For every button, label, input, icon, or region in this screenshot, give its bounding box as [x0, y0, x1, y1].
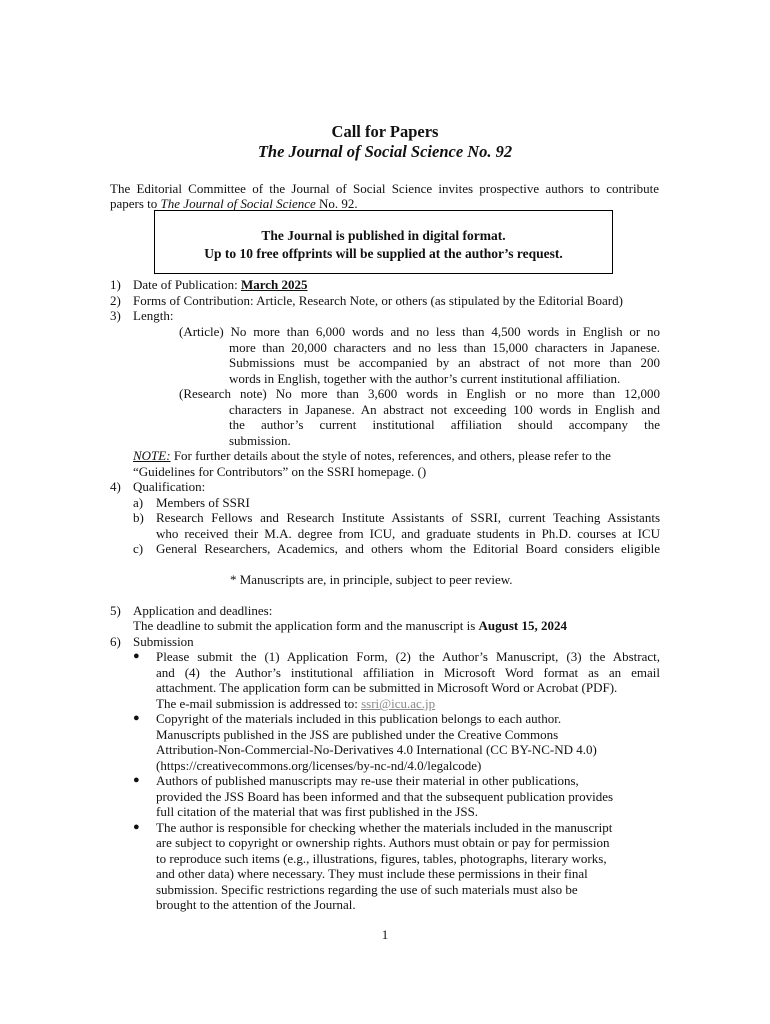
list-label: b)	[133, 510, 144, 525]
item-number: 1)	[110, 277, 121, 292]
note-line-2: “Guidelines for Contributors” on the SSRI homepage. ()	[133, 464, 427, 479]
qualification-b-line-2: who received their M.A. degree from ICU, and graduate students in Ph.D. courses at ICU	[156, 526, 660, 541]
submission-b1-line: attachment. The application form can be submitted in Microsoft Word or Acrobat (PDF).	[156, 680, 618, 695]
intro-line-1: The Editorial Committee of the Journal of Social Science invites prospective authors to contribute	[110, 181, 659, 196]
list-label: c)	[133, 541, 144, 556]
submission-b4-line: brought to the attention of the Journal.	[156, 897, 356, 912]
submission-b2-line: Manuscripts published in the JSS are published under the Creative Commons	[156, 727, 559, 742]
submission-b1-line: Please submit the (1) Application Form, (2) the Author’s Manuscript, (3) the Abstract,	[156, 649, 660, 664]
publication-date: Date of Publication: March 2025	[133, 277, 308, 292]
qualification-a: Members of SSRI	[156, 495, 250, 510]
application-heading: Application and deadlines:	[133, 603, 273, 618]
length-heading: Length:	[133, 308, 174, 323]
bullet-icon: ●	[133, 774, 140, 786]
page-title: Call for Papers	[331, 122, 439, 141]
submission-b4-line: and other data) where necessary. They must include these permissions in their final	[156, 866, 588, 881]
intro-line-2: papers to The Journal of Social Science No. 92.	[110, 196, 358, 211]
bullet-icon: ●	[133, 712, 140, 724]
digital-format-notice	[154, 210, 613, 274]
email-link[interactable]: ssri@icu.ac.jp	[361, 696, 436, 711]
research-note-line: characters in Japanese. An abstract not exceeding 100 words in English and	[229, 402, 660, 417]
note-line-1: NOTE: For further details about the style of notes, references, and others, please refer to the	[133, 448, 611, 463]
bullet-icon: ●	[133, 821, 140, 833]
submission-b3-line: full citation of the material that was first published in the JSS.	[156, 804, 479, 819]
item-number: 4)	[110, 479, 121, 494]
submission-b3-line: Authors of published manuscripts may re-use their material in other publications,	[156, 773, 579, 788]
bullet-icon: ●	[133, 650, 140, 662]
submission-b1-line: The e-mail submission is addressed to: ssri@icu.ac.jp	[156, 696, 436, 711]
qualification-c: General Researchers, Academics, and others whom the Editorial Board considers eligible	[156, 541, 660, 556]
list-label: a)	[133, 495, 144, 510]
submission-b2-line: (https://creativecommons.org/licenses/by-nc-nd/4.0/legalcode)	[156, 758, 482, 773]
article-line: more than 20,000 characters and no less than 15,000 characters in Japanese.	[229, 340, 660, 355]
article-line: words in English, together with the author’s current institutional affiliation.	[229, 371, 621, 386]
submission-b2-line: Attribution-Non-Commercial-No-Derivatives 4.0 International (CC BY-NC-ND 4.0)	[156, 742, 597, 757]
journal-subtitle: The Journal of Social Science No. 92	[257, 142, 513, 161]
page-number: 1	[381, 927, 389, 942]
submission-b1-line: and (4) the Author’s institutional affiliation in Microsoft Word format as an email	[156, 665, 660, 680]
submission-b4-line: are subject to copyright or ownership rights. Authors must obtain or pay for permission	[156, 835, 610, 850]
research-note-line: submission.	[229, 433, 291, 448]
research-note-line: the author’s current institutional affiliation should accompany the	[229, 417, 660, 432]
submission-b4-line: to reproduce such items (e.g., illustrations, figures, tables, photographs, literary works,	[156, 851, 607, 866]
research-note-line: (Research note) No more than 3,600 words in English or no more than 12,000	[179, 386, 660, 401]
submission-b4-line: The author is responsible for checking whether the materials included in the manuscript	[156, 820, 613, 835]
article-line: Submissions must be accompanied by an abstract of not more than 200	[229, 355, 660, 370]
forms-of-contribution: Forms of Contribution: Article, Research Note, or others (as stipulated by the Editorial Board)	[133, 293, 623, 308]
notice-line-1: The Journal is published in digital format.	[261, 228, 506, 243]
item-number: 3)	[110, 308, 121, 323]
item-number: 6)	[110, 634, 121, 649]
qualification-heading: Qualification:	[133, 479, 206, 494]
item-number: 5)	[110, 603, 121, 618]
article-line: (Article) No more than 6,000 words and no less than 4,500 words in English or no	[179, 324, 660, 339]
submission-heading: Submission	[133, 634, 194, 649]
submission-b4-line: submission. Specific restrictions regarding the use of such materials must also be	[156, 882, 578, 897]
submission-b2-line: Copyright of the materials included in this publication belongs to each author.	[156, 711, 562, 726]
deadline-text: The deadline to submit the application form and the manuscript is August 15, 2024	[133, 618, 567, 633]
notice-line-2: Up to 10 free offprints will be supplied at the author’s request.	[204, 246, 563, 261]
qualification-b-line-1: Research Fellows and Research Institute Assistants of SSRI, current Teaching Assistants	[156, 510, 660, 525]
peer-review-note: * Manuscripts are, in principle, subject to peer review.	[230, 572, 513, 587]
item-number: 2)	[110, 293, 121, 308]
submission-b3-line: provided the JSS Board has been informed and that the subsequent publication provides	[156, 789, 614, 804]
